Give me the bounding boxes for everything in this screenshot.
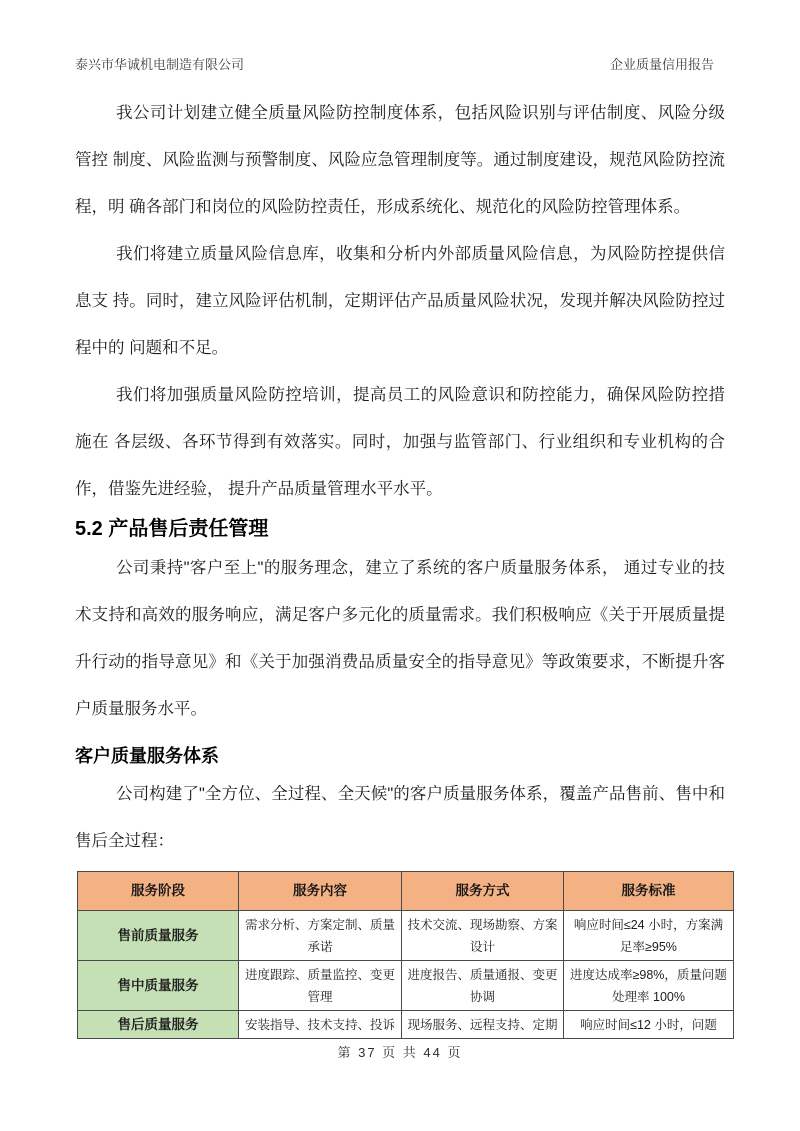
section-heading-5-2: 5.2 产品售后责任管理 bbox=[75, 518, 269, 540]
page-header bbox=[75, 56, 714, 74]
cell-method: 技术交流、现场勘察、方案设计 bbox=[402, 911, 564, 961]
cell-standard: 进度达成率≥98%，质量问题处理率 100% bbox=[564, 961, 734, 1011]
cell-standard: 响应时间≤24 小时，方案满足率≥95% bbox=[564, 911, 734, 961]
paragraph-risk-system: 我公司计划建立健全质量风险防控制度体系，包括风险识别与评估制度、风险分级管控 制度、风险监测与预警制度、风险应急管理制度等。通过制度建设，规范风险防控流程，明 确各部门和岗位的风险防控责任，形成系统化、规范化的风险防控管理体系。 bbox=[75, 104, 725, 216]
cell-method: 现场服务、远程支持、定期 bbox=[402, 1011, 564, 1039]
cell-content: 进度跟踪、质量监控、变更管理 bbox=[239, 961, 402, 1011]
header-report-title: 企业质量信用报告 bbox=[609, 57, 714, 72]
col-header-content: 服务内容 bbox=[239, 872, 402, 911]
table-row bbox=[78, 1011, 734, 1039]
cell-content: 安装指导、技术支持、投诉 bbox=[239, 1011, 402, 1039]
table-header-row bbox=[78, 872, 734, 911]
paragraph-risk-training: 我们将加强质量风险防控培训，提高员工的风险意识和防控能力，确保风险防控措施在 各层级、各环节得到有效落实。同时，加强与监管部门、行业组织和专业机构的合作，借鉴先进经验， 提升产品质量管理水平水平。 bbox=[75, 386, 725, 498]
col-header-stage: 服务阶段 bbox=[78, 872, 239, 911]
table-row bbox=[78, 961, 734, 1011]
service-system-table bbox=[77, 871, 734, 1039]
document-body bbox=[75, 90, 725, 1039]
cell-standard: 响应时间≤12 小时，问题 bbox=[564, 1011, 734, 1039]
cell-stage: 售中质量服务 bbox=[78, 961, 239, 1011]
cell-stage: 售后质量服务 bbox=[78, 1011, 239, 1039]
subsection-heading-service-system: 客户质量服务体系 bbox=[75, 746, 219, 766]
page-number: 第 37 页 共 44 页 bbox=[337, 1045, 463, 1060]
cell-content: 需求分析、方案定制、质量承诺 bbox=[239, 911, 402, 961]
header-company-name: 泰兴市华诚机电制造有限公司 bbox=[75, 57, 245, 72]
cell-method: 进度报告、质量通报、变更协调 bbox=[402, 961, 564, 1011]
col-header-method: 服务方式 bbox=[402, 872, 564, 911]
paragraph-service-coverage: 公司构建了"全方位、全过程、全天候"的客户质量服务体系，覆盖产品售前、售中和售后全过程： bbox=[75, 785, 725, 850]
paragraph-service-concept: 公司秉持"客户至上"的服务理念，建立了系统的客户质量服务体系， 通过专业的技术支持和高效的服务响应，满足客户多元化的质量需求。我们积极响应《关于开展质量提升行动的指导意见》和《关于加强消费品质量安全的指导意见》等政策要求，不断提升客户质量服务水平。 bbox=[75, 559, 725, 718]
table-row bbox=[78, 911, 734, 961]
paragraph-risk-info: 我们将建立质量风险信息库，收集和分析内外部质量风险信息，为风险防控提供信息支 持。同时，建立风险评估机制，定期评估产品质量风险状况，发现并解决风险防控过程中的 问题和不足。 bbox=[75, 245, 725, 357]
cell-stage: 售前质量服务 bbox=[78, 911, 239, 961]
col-header-standard: 服务标准 bbox=[564, 872, 734, 911]
